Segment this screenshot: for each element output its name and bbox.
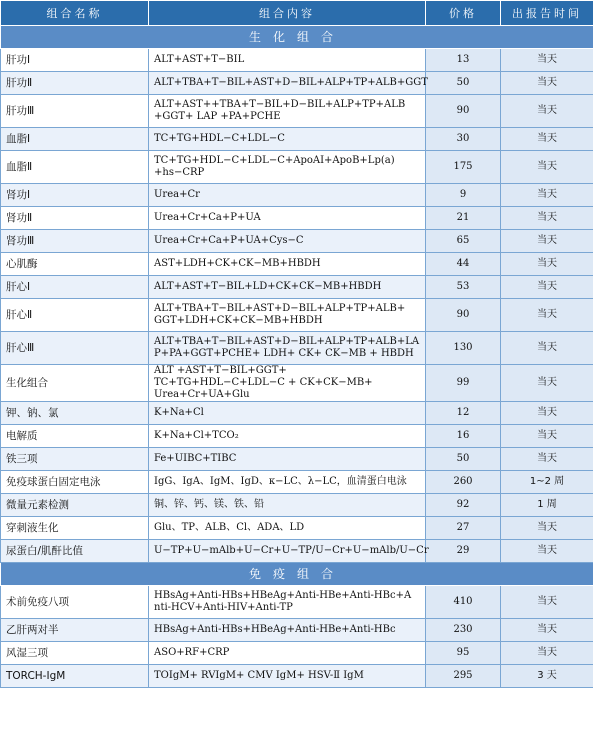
combo-name-cell: 肝功Ⅰ [1, 49, 149, 72]
table-row [1, 402, 593, 425]
price-cell: 13 [426, 49, 501, 72]
report-time-cell: 当天 [501, 128, 593, 151]
table-row [1, 471, 593, 494]
combo-content-cell: ALT+TBA+T−BIL+AST+D−BIL+ALP+TP+ALB+LA P+PA+GGT+PCHE+ LDH+ CK+ CK−MB + HBDH [149, 332, 426, 365]
report-time-cell: 当天 [501, 207, 593, 230]
combo-name-cell: 尿蛋白/肌酐比值 [1, 540, 149, 563]
price-cell: 44 [426, 253, 501, 276]
combo-name-cell: 术前免疫八项 [1, 586, 149, 619]
price-cell: 90 [426, 95, 501, 128]
report-time-cell: 当天 [501, 517, 593, 540]
combo-name-cell: 铁三项 [1, 448, 149, 471]
report-time-cell: 当天 [501, 72, 593, 95]
table-row [1, 448, 593, 471]
section-header-row [1, 26, 593, 49]
report-time-cell: 当天 [501, 332, 593, 365]
price-cell: 27 [426, 517, 501, 540]
table-row [1, 494, 593, 517]
combo-content-cell: Urea+Cr+Ca+P+UA [149, 207, 426, 230]
report-time-cell: 当天 [501, 448, 593, 471]
report-time-cell: 当天 [501, 540, 593, 563]
report-time-cell: 当天 [501, 151, 593, 184]
table-row [1, 540, 593, 563]
report-time-cell: 当天 [501, 425, 593, 448]
report-time-cell: 当天 [501, 365, 593, 402]
combo-content-cell: AST+LDH+CK+CK−MB+HBDH [149, 253, 426, 276]
report-time-cell: 当天 [501, 619, 593, 642]
price-cell: 50 [426, 72, 501, 95]
combo-name-cell: 血脂Ⅱ [1, 151, 149, 184]
report-time-cell: 当天 [501, 230, 593, 253]
combo-name-cell: 肾功Ⅱ [1, 207, 149, 230]
price-cell: 175 [426, 151, 501, 184]
combo-content-cell: HBsAg+Anti-HBs+HBeAg+Anti-HBe+Anti-HBc [149, 619, 426, 642]
combo-content-cell: HBsAg+Anti-HBs+HBeAg+Anti-HBe+Anti-HBc+A nti-HCV+Anti-HIV+Anti-TP [149, 586, 426, 619]
combo-name-cell: 穿刺液生化 [1, 517, 149, 540]
report-time-cell: 当天 [501, 642, 593, 665]
combo-content-cell: TC+TG+HDL−C+LDL−C [149, 128, 426, 151]
combo-content-cell: ALT +AST+T−BIL+GGT+ TC+TG+HDL−C+LDL−C + CK+CK−MB+ Urea+Cr+UA+Glu [149, 365, 426, 402]
header-content: 组合内容 [149, 1, 426, 26]
table-row [1, 619, 593, 642]
price-cell: 16 [426, 425, 501, 448]
combo-content-cell: Urea+Cr+Ca+P+UA+Cys−C [149, 230, 426, 253]
combo-name-cell: 乙肝两对半 [1, 619, 149, 642]
report-time-cell: 当天 [501, 299, 593, 332]
combo-name-cell: 钾、钠、氯 [1, 402, 149, 425]
combo-name-cell: TORCH-IgM [1, 665, 149, 688]
combo-name-cell: 电解质 [1, 425, 149, 448]
combo-name-cell: 肝心Ⅰ [1, 276, 149, 299]
combo-content-cell: 铜、锌、钙、镁、铁、铅 [149, 494, 426, 517]
price-cell: 99 [426, 365, 501, 402]
report-time-cell: 当天 [501, 95, 593, 128]
table-row [1, 151, 593, 184]
price-cell: 50 [426, 448, 501, 471]
price-cell: 29 [426, 540, 501, 563]
combo-name-cell: 肝心Ⅲ [1, 332, 149, 365]
header-name: 组合名称 [1, 1, 149, 26]
table-row [1, 517, 593, 540]
combo-name-cell: 肝功Ⅲ [1, 95, 149, 128]
combo-content-cell: K+Na+Cl [149, 402, 426, 425]
combo-name-cell: 血脂Ⅰ [1, 128, 149, 151]
table-row [1, 365, 593, 402]
combo-content-cell: Glu、TP、ALB、Cl、ADA、LD [149, 517, 426, 540]
report-time-cell: 当天 [501, 402, 593, 425]
combo-content-cell: Urea+Cr [149, 184, 426, 207]
combo-content-cell: K+Na+Cl+TCO₂ [149, 425, 426, 448]
price-cell: 95 [426, 642, 501, 665]
combo-name-cell: 生化组合 [1, 365, 149, 402]
section-title: 生化组合 [1, 26, 593, 49]
header-price: 价格 [426, 1, 501, 26]
combo-name-cell: 肾功Ⅲ [1, 230, 149, 253]
header-time: 出报告时间 [501, 1, 593, 26]
price-cell: 92 [426, 494, 501, 517]
report-time-cell: 当天 [501, 184, 593, 207]
report-time-cell: 当天 [501, 586, 593, 619]
price-cell: 130 [426, 332, 501, 365]
combo-content-cell: IgG、IgA、IgM、IgD、κ−LC、λ−LC，血清蛋白电泳 [149, 471, 426, 494]
price-cell: 21 [426, 207, 501, 230]
section-header-row [1, 563, 593, 586]
price-cell: 230 [426, 619, 501, 642]
table-row [1, 95, 593, 128]
table-row [1, 332, 593, 365]
price-cell: 9 [426, 184, 501, 207]
combo-content-cell: Fe+UIBC+TIBC [149, 448, 426, 471]
price-cell: 30 [426, 128, 501, 151]
report-time-cell: 3 天 [501, 665, 593, 688]
price-cell: 410 [426, 586, 501, 619]
table-row [1, 184, 593, 207]
table-row [1, 665, 593, 688]
table-row [1, 253, 593, 276]
combo-name-cell: 风湿三项 [1, 642, 149, 665]
combo-content-cell: TOIgM+ RVIgM+ CMV IgM+ HSV-Ⅱ IgM [149, 665, 426, 688]
combo-content-cell: ALT+AST++TBA+T−BIL+D−BIL+ALP+TP+ALB +GGT+ LAP +PA+PCHE [149, 95, 426, 128]
combo-name-cell: 肝功Ⅱ [1, 72, 149, 95]
combo-name-cell: 微量元素检测 [1, 494, 149, 517]
combo-name-cell: 肝心Ⅱ [1, 299, 149, 332]
combo-content-cell: ALT+TBA+T−BIL+AST+D−BIL+ALP+TP+ALB+GGT [149, 72, 426, 95]
price-cell: 53 [426, 276, 501, 299]
combo-content-cell: TC+TG+HDL−C+LDL−C+ApoAI+ApoB+Lp(a) +hs−CRP [149, 151, 426, 184]
table-row [1, 642, 593, 665]
report-time-cell: 1~2 周 [501, 471, 593, 494]
report-time-cell: 当天 [501, 253, 593, 276]
combo-name-cell: 肾功Ⅰ [1, 184, 149, 207]
table-row [1, 207, 593, 230]
combo-name-cell: 心肌酶 [1, 253, 149, 276]
table-row [1, 128, 593, 151]
combo-content-cell: ALT+TBA+T−BIL+AST+D−BIL+ALP+TP+ALB+ GGT+LDH+CK+CK−MB+HBDH [149, 299, 426, 332]
combo-name-cell: 免疫球蛋白固定电泳 [1, 471, 149, 494]
table-row [1, 49, 593, 72]
table-row [1, 299, 593, 332]
report-time-cell: 当天 [501, 49, 593, 72]
price-cell: 295 [426, 665, 501, 688]
table-row [1, 72, 593, 95]
price-cell: 12 [426, 402, 501, 425]
section-title: 免疫组合 [1, 563, 593, 586]
table-row [1, 425, 593, 448]
combo-content-cell: ALT+AST+T−BIL+LD+CK+CK−MB+HBDH [149, 276, 426, 299]
header-row [1, 1, 593, 26]
combo-content-cell: ALT+AST+T−BIL [149, 49, 426, 72]
table-row [1, 230, 593, 253]
combo-content-cell: U−TP+U−mAlb+U−Cr+U−TP/U−Cr+U−mAlb/U−Cr [149, 540, 426, 563]
price-cell: 90 [426, 299, 501, 332]
table-row [1, 586, 593, 619]
report-time-cell: 当天 [501, 276, 593, 299]
table-row [1, 276, 593, 299]
report-time-cell: 1 周 [501, 494, 593, 517]
combo-content-cell: ASO+RF+CRP [149, 642, 426, 665]
table-body [1, 26, 593, 688]
price-cell: 260 [426, 471, 501, 494]
price-cell: 65 [426, 230, 501, 253]
